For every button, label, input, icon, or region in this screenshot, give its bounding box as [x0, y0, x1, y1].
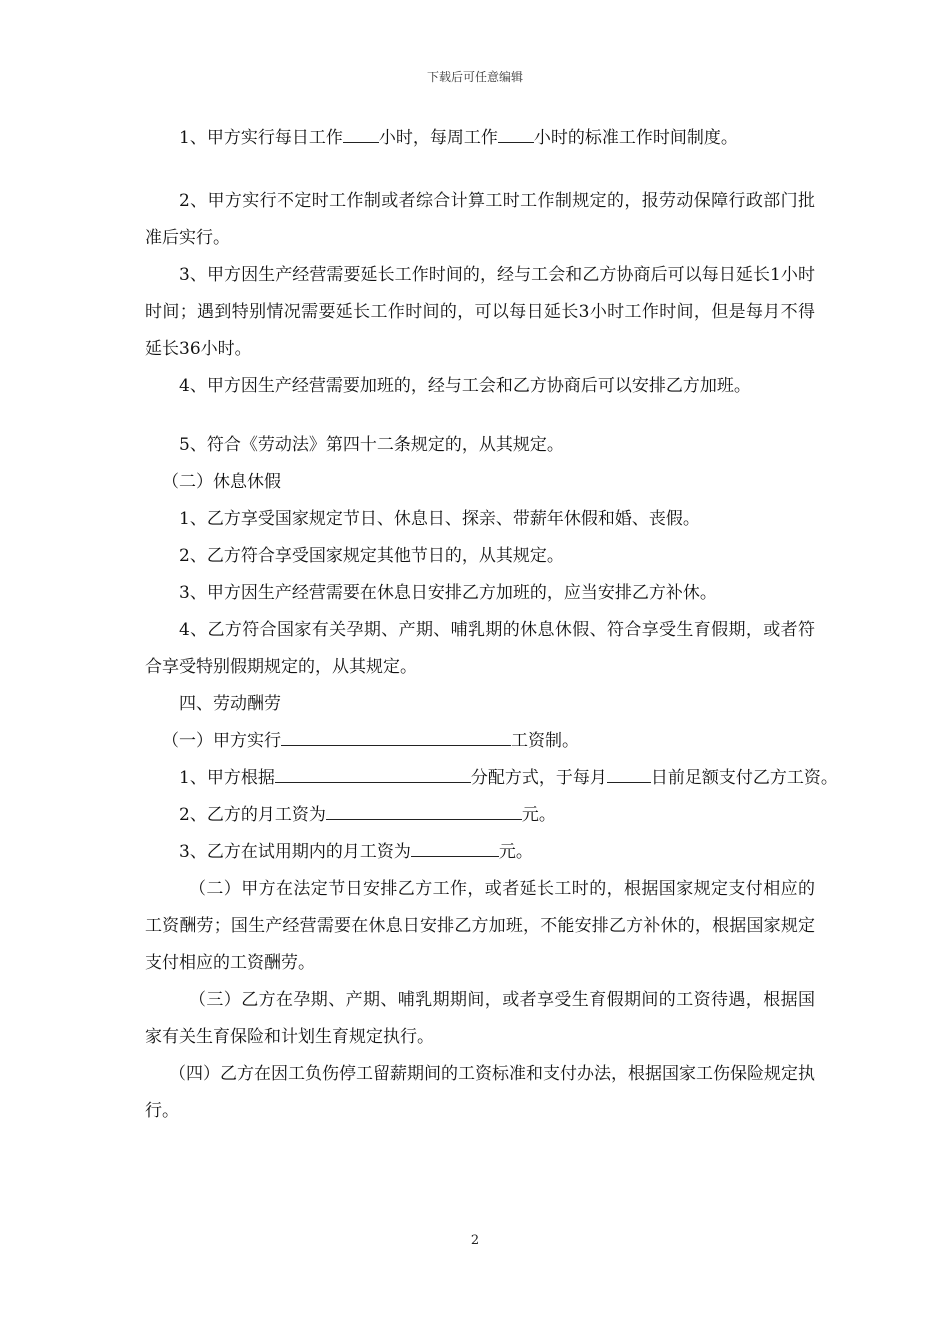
paragraph-holidays: 1、乙方享受国家规定节日、休息日、探亲、带薪年休假和婚、丧假。 — [179, 509, 700, 529]
paragraph-wage-system: （一）甲方实行 工资制。 — [145, 723, 815, 760]
paragraph-holiday-pay: （二）甲方在法定节日安排乙方工作，或者延长工时的，根据国家规定支付相应的工资酬劳；国生产经营需要在休息日安排乙方加班，不能安排乙方补休的，根据国家规定支付相应的工资酬劳。 — [145, 879, 815, 973]
paragraph-maternity-pay: （三）乙方在孕期、产期、哺乳期期间，或者享受生育假期间的工资待遇，根据国家有关生育保险和计划生育规定执行。 — [145, 990, 815, 1047]
blank-pay-day — [607, 765, 651, 783]
paragraph-flexible-hours: 2、甲方实行不定时工作制或者综合计算工时工作制规定的，报劳动保障行政部门批准后实行。 — [145, 191, 815, 248]
paragraph-wage-payment: 1、甲方根据 分配方式，于每月 日前足额支付乙方工资。 — [145, 760, 815, 797]
heading-remuneration: 四、劳动酬劳 — [179, 694, 281, 714]
blank-monthly-wage — [326, 802, 522, 820]
paragraph-other-holidays: 2、乙方符合享受国家规定其他节日的，从其规定。 — [179, 546, 564, 566]
blank-wage-system — [281, 728, 511, 746]
heading-rest-leave: （二）休息休假 — [162, 472, 281, 492]
paragraph-monthly-wage: 2、乙方的月工资为 元。 — [145, 797, 815, 834]
document-body — [145, 120, 838, 1130]
paragraph-maternity-leave: 4、乙方符合国家有关孕期、产期、哺乳期的休息休假、符合享受生育假期，或者符合享受特别假期规定的，从其规定。 — [145, 620, 815, 677]
blank-weekly-hours — [498, 125, 534, 143]
blank-distribution-method — [275, 765, 471, 783]
page-number: 2 — [470, 1233, 480, 1248]
page-header: 下载后可任意编辑 — [426, 70, 523, 84]
blank-daily-hours — [343, 125, 379, 143]
paragraph-overtime: 4、甲方因生产经营需要加班的，经与工会和乙方协商后可以安排乙方加班。 — [179, 376, 751, 396]
blank-probation-wage — [411, 839, 499, 857]
paragraph-labor-law: 5、符合《劳动法》第四十二条规定的，从其规定。 — [179, 435, 564, 455]
paragraph-probation-wage: 3、乙方在试用期内的月工资为 元。 — [145, 834, 815, 871]
paragraph-work-hours: 1、甲方实行每日工作 小时，每周工作 小时的标准工作时间制度。 — [145, 120, 815, 157]
paragraph-compensatory-rest: 3、甲方因生产经营需要在休息日安排乙方加班的，应当安排乙方补休。 — [179, 583, 717, 603]
paragraph-overtime-extension: 3、甲方因生产经营需要延长工作时间的，经与工会和乙方协商后可以每日延长1小时时间；遇到特别情况需要延长工作时间的，可以每日延长3小时工作时间，但是每月不得延长36小时。 — [145, 265, 815, 359]
paragraph-injury-pay: （四）乙方在因工负伤停工留薪期间的工资标准和支付办法，根据国家工伤保险规定执行。 — [145, 1064, 815, 1121]
